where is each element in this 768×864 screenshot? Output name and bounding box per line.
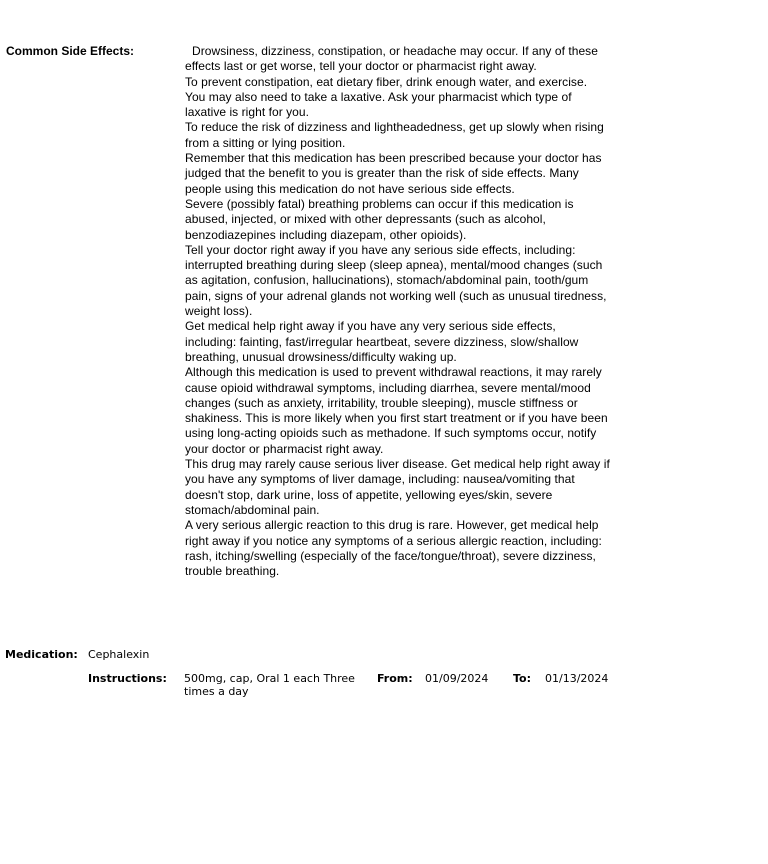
side-effect-paragraph: Drowsiness, dizziness, constipation, or headache may occur. If any of these effects last or get worse, tell your doctor or pharmacist right away. [185, 44, 598, 74]
side-effect-paragraph: This drug may rarely cause serious liver disease. Get medical help right away if you have any symptoms of liver damage, including: nausea/vomiting that doesn't stop, dark urine, loss of appetite, yellowing eyes/skin, severe stomach/abdominal pain. [185, 457, 610, 517]
from-date: 01/09/2024 [425, 672, 489, 685]
instructions-text: 500mg, cap, Oral 1 each Three times a day [184, 672, 355, 698]
side-effect-paragraph: Although this medication is used to prevent withdrawal reactions, it may rarely cause opioid withdrawal symptoms, including diarrhea, severe mental/mood changes (such as anxiety, irritability, trouble sleeping), muscle stiffness or shakiness. This is more likely when you first start treatment or if you have been using long-acting opioids such as methadone. If such symptoms occur, notify your doctor or pharmacist right away. [185, 365, 608, 456]
side-effect-paragraph: Get medical help right away if you have any very serious side effects, including: fainting, fast/irregular heartbeat, severe dizziness, slow/shallow breathing, unusual drowsiness/difficulty waking up. [185, 319, 579, 364]
side-effect-paragraph: To reduce the risk of dizziness and lightheadedness, get up slowly when rising from a sitting or lying position. [185, 120, 604, 150]
side-effects-text [185, 44, 610, 579]
side-effects-label: Common Side Effects: [6, 44, 135, 58]
side-effect-paragraph: Severe (possibly fatal) breathing problems can occur if this medication is abused, injected, or mixed with other depressants (such as alcohol, benzodiazepines including diazepam, other opioids). [185, 196, 574, 242]
side-effect-paragraph: Remember that this medication has been prescribed because your doctor has judged that the benefit to you is greater than the risk of side effects. Many people using this medication do not have serious side effects. [185, 151, 602, 196]
from-label: From: [377, 672, 413, 685]
medication-label: Medication: [5, 648, 78, 661]
medication-name: Cephalexin [88, 648, 150, 661]
side-effect-paragraph: To prevent constipation, eat dietary fiber, drink enough water, and exercise. You may also need to take a laxative. Ask your pharmacist which type of laxative is right for you. [185, 74, 588, 120]
side-effect-paragraph: Tell your doctor right away if you have any serious side effects, including: interrupted breathing during sleep (sleep apnea), mental/mood changes (such as agitation, confusion, hallucinations), stomach/abdominal pain, tooth/gum pain, signs of your adrenal glands not working well (such as unusual tiredness, weight loss). [185, 242, 607, 319]
to-label: To: [513, 672, 531, 685]
to-date: 01/13/2024 [545, 672, 609, 685]
side-effect-paragraph: A very serious allergic reaction to this drug is rare. However, get medical help right away if you notice any symptoms of a serious allergic reaction, including: rash, itching/swelling (especially of the face/tongue/throat), severe dizziness, trouble breathing. [185, 518, 602, 579]
instructions-label: Instructions: [88, 672, 167, 685]
